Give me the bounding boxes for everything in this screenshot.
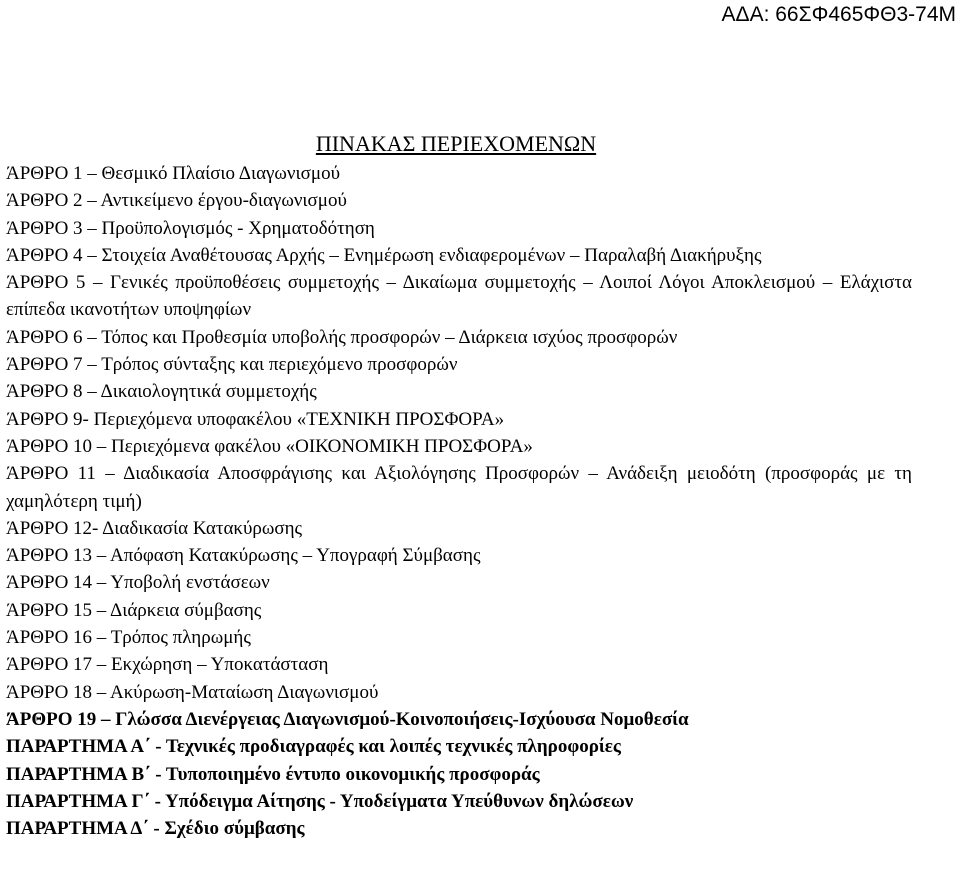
toc-item-annex-b[interactable]: ΠΑΡΑΡΤΗΜΑ Β΄ - Τυποποιημένο έντυπο οικονομικής προσφοράς	[6, 763, 540, 785]
toc-item-article-12[interactable]: ΆΡΘΡΟ 12- Διαδικασία Κατακύρωσης	[6, 517, 303, 539]
ada-code: ΑΔΑ: 66ΣΦ465ΦΘ3-74Μ	[721, 3, 956, 26]
toc-item-article-9[interactable]: ΆΡΘΡΟ 9- Περιεχόμενα υποφακέλου «ΤΕΧΝΙΚΗ ΠΡΟΣΦΟΡΑ»	[6, 408, 505, 430]
toc-item-article-16[interactable]: ΆΡΘΡΟ 16 – Τρόπος πληρωμής	[6, 627, 251, 649]
toc-item-article-18[interactable]: ΆΡΘΡΟ 18 – Ακύρωση-Ματαίωση Διαγωνισμού	[6, 681, 379, 703]
toc-list	[6, 160, 912, 842]
toc-item-article-11[interactable]: ΆΡΘΡΟ 11 – Διαδικασία Αποσφράγισης και Αξιολόγησης Προσφορών – Ανάδειξη μειοδότη (προσφοράς με τη χαμηλότερη τιμή)	[6, 463, 912, 512]
toc-item-article-10[interactable]: ΆΡΘΡΟ 10 – Περιεχόμενα φακέλου «ΟΙΚΟΝΟΜΙΚΗ ΠΡΟΣΦΟΡΑ»	[6, 435, 533, 457]
toc-item-article-6[interactable]: ΆΡΘΡΟ 6 – Τόπος και Προθεσμία υποβολής προσφορών – Διάρκεια ισχύος προσφορών	[6, 326, 678, 348]
toc-item-article-5[interactable]: ΆΡΘΡΟ 5 – Γενικές προϋποθέσεις συμμετοχής – Δικαίωμα συμμετοχής – Λοιποί Λόγοι Αποκλεισμού – Ελάχιστα επίπεδα ικανοτήτων υποψηφίων	[6, 272, 912, 321]
toc-item-article-7[interactable]: ΆΡΘΡΟ 7 – Τρόπος σύνταξης και περιεχόμενο προσφορών	[6, 354, 458, 376]
toc-item-article-19[interactable]: ΆΡΘΡΟ 19 – Γλώσσα Διενέργειας Διαγωνισμού-Κοινοποιήσεις-Ισχύουσα Νομοθεσία	[6, 708, 689, 730]
toc-item-annex-d[interactable]: ΠΑΡΑΡΤΗΜΑ Δ΄ - Σχέδιο σύμβασης	[6, 818, 305, 840]
toc-item-article-13[interactable]: ΆΡΘΡΟ 13 – Απόφαση Κατακύρωσης – Υπογραφή Σύμβασης	[6, 545, 481, 567]
toc-item-article-1[interactable]: ΆΡΘΡΟ 1 – Θεσμικό Πλαίσιο Διαγωνισμού	[6, 163, 340, 184]
toc-item-article-2[interactable]: ΆΡΘΡΟ 2 – Αντικείμενο έργου-διαγωνισμού	[6, 190, 347, 212]
toc-item-article-8[interactable]: ΆΡΘΡΟ 8 – Δικαιολογητικά συμμετοχής	[6, 381, 317, 403]
toc-item-article-4[interactable]: ΆΡΘΡΟ 4 – Στοιχεία Αναθέτουσας Αρχής – Ενημέρωση ενδιαφερομένων – Παραλαβή Διακήρυξης	[6, 244, 762, 266]
toc-item-annex-a[interactable]: ΠΑΡΑΡΤΗΜΑ Α΄ - Τεχνικές προδιαγραφές και λοιπές τεχνικές πληροφορίες	[6, 736, 621, 758]
toc-item-article-3[interactable]: ΆΡΘΡΟ 3 – Προϋπολογισμός - Χρηματοδότηση	[6, 217, 375, 239]
toc-item-article-14[interactable]: ΆΡΘΡΟ 14 – Υποβολή ενστάσεων	[6, 572, 270, 594]
toc-title: ΠΙΝΑΚΑΣ ΠΕΡΙΕΧΟΜΕΝΩΝ	[315, 131, 597, 156]
toc-item-annex-c[interactable]: ΠΑΡΑΡΤΗΜΑ Γ΄ - Υπόδειγμα Αίτησης - Υποδείγματα Υπεύθυνων δηλώσεων	[6, 790, 634, 812]
toc-item-article-17[interactable]: ΆΡΘΡΟ 17 – Εκχώρηση – Υποκατάσταση	[6, 654, 329, 676]
toc-item-article-15[interactable]: ΆΡΘΡΟ 15 – Διάρκεια σύμβασης	[6, 599, 262, 621]
